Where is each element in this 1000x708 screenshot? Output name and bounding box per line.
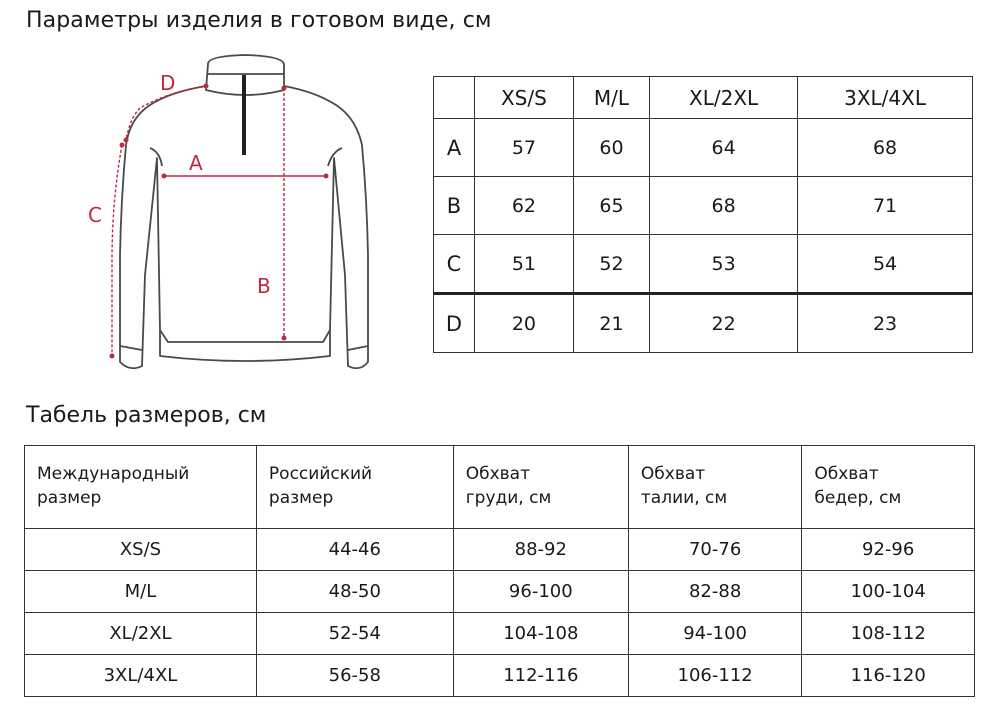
sweatshirt-diagram xyxy=(80,50,380,390)
value-cell: 52 xyxy=(573,235,649,294)
value-cell: 60 xyxy=(573,119,649,177)
params-size-header: XS/S xyxy=(475,77,574,119)
sizes-title: Табель размеров, см xyxy=(26,403,267,428)
label-b: B xyxy=(257,274,271,298)
params-row-c xyxy=(434,235,973,294)
value-cell: 65 xyxy=(573,177,649,235)
params-row-a xyxy=(434,119,973,177)
table-cell: 48-50 xyxy=(256,571,453,613)
value-cell: 68 xyxy=(650,177,798,235)
params-size-header: 3XL/4XL xyxy=(798,77,973,119)
header-line: размер xyxy=(268,488,334,508)
table-cell: 112-116 xyxy=(453,655,628,697)
table-cell: 70-76 xyxy=(628,529,801,571)
table-row xyxy=(25,655,975,697)
value-cell: 53 xyxy=(650,235,798,294)
value-cell: 68 xyxy=(798,119,973,177)
table-cell: 108-112 xyxy=(802,613,975,655)
value-cell: 23 xyxy=(798,294,973,353)
params-table xyxy=(433,76,973,353)
value-cell: 20 xyxy=(475,294,574,353)
params-corner-cell xyxy=(434,77,475,119)
label-a: A xyxy=(189,151,203,175)
table-cell: 104-108 xyxy=(453,613,628,655)
sizes-table xyxy=(24,445,975,697)
value-cell: 71 xyxy=(798,177,973,235)
table-cell: 96-100 xyxy=(453,571,628,613)
table-cell: 94-100 xyxy=(628,613,801,655)
row-label: A xyxy=(434,119,475,177)
value-cell: 64 xyxy=(650,119,798,177)
header-line: Международный xyxy=(37,464,190,484)
header-line: талии, см xyxy=(640,488,728,508)
value-cell: 22 xyxy=(650,294,798,353)
sizes-header-row xyxy=(25,446,975,529)
header-international-size xyxy=(25,446,257,529)
value-cell: 54 xyxy=(798,235,973,294)
table-cell: 116-120 xyxy=(802,655,975,697)
table-row xyxy=(25,613,975,655)
table-cell: 82-88 xyxy=(628,571,801,613)
table-row xyxy=(25,529,975,571)
table-cell: 3XL/4XL xyxy=(25,655,257,697)
row-label: C xyxy=(434,235,475,294)
table-row xyxy=(25,571,975,613)
value-cell: 57 xyxy=(475,119,574,177)
label-d: D xyxy=(160,71,176,95)
params-title: Параметры изделия в готовом виде, см xyxy=(26,8,492,33)
params-row-b xyxy=(434,177,973,235)
header-line: груди, см xyxy=(465,488,552,508)
table-cell: 44-46 xyxy=(256,529,453,571)
header-chest xyxy=(453,446,628,529)
params-row-d xyxy=(434,294,973,353)
table-cell: 100-104 xyxy=(802,571,975,613)
table-cell: 56-58 xyxy=(256,655,453,697)
header-line: Обхват xyxy=(814,464,879,484)
header-line: размер xyxy=(37,488,102,508)
header-russian-size xyxy=(256,446,453,529)
header-hips xyxy=(802,446,975,529)
table-cell: M/L xyxy=(25,571,257,613)
params-size-header: M/L xyxy=(573,77,649,119)
table-cell: 52-54 xyxy=(256,613,453,655)
value-cell: 21 xyxy=(573,294,649,353)
params-size-header: XL/2XL xyxy=(650,77,798,119)
params-header-row xyxy=(434,77,973,119)
value-cell: 51 xyxy=(475,235,574,294)
table-cell: XL/2XL xyxy=(25,613,257,655)
label-c: C xyxy=(88,203,102,227)
header-line: бедер, см xyxy=(814,488,902,508)
header-line: Обхват xyxy=(640,464,706,484)
header-waist xyxy=(628,446,801,529)
row-label: B xyxy=(434,177,475,235)
table-cell: 106-112 xyxy=(628,655,801,697)
table-cell: XS/S xyxy=(25,529,257,571)
header-line: Российский xyxy=(268,464,373,484)
table-cell: 88-92 xyxy=(453,529,628,571)
row-label: D xyxy=(434,294,475,353)
header-line: Обхват xyxy=(465,464,530,484)
table-cell: 92-96 xyxy=(802,529,975,571)
value-cell: 62 xyxy=(475,177,574,235)
